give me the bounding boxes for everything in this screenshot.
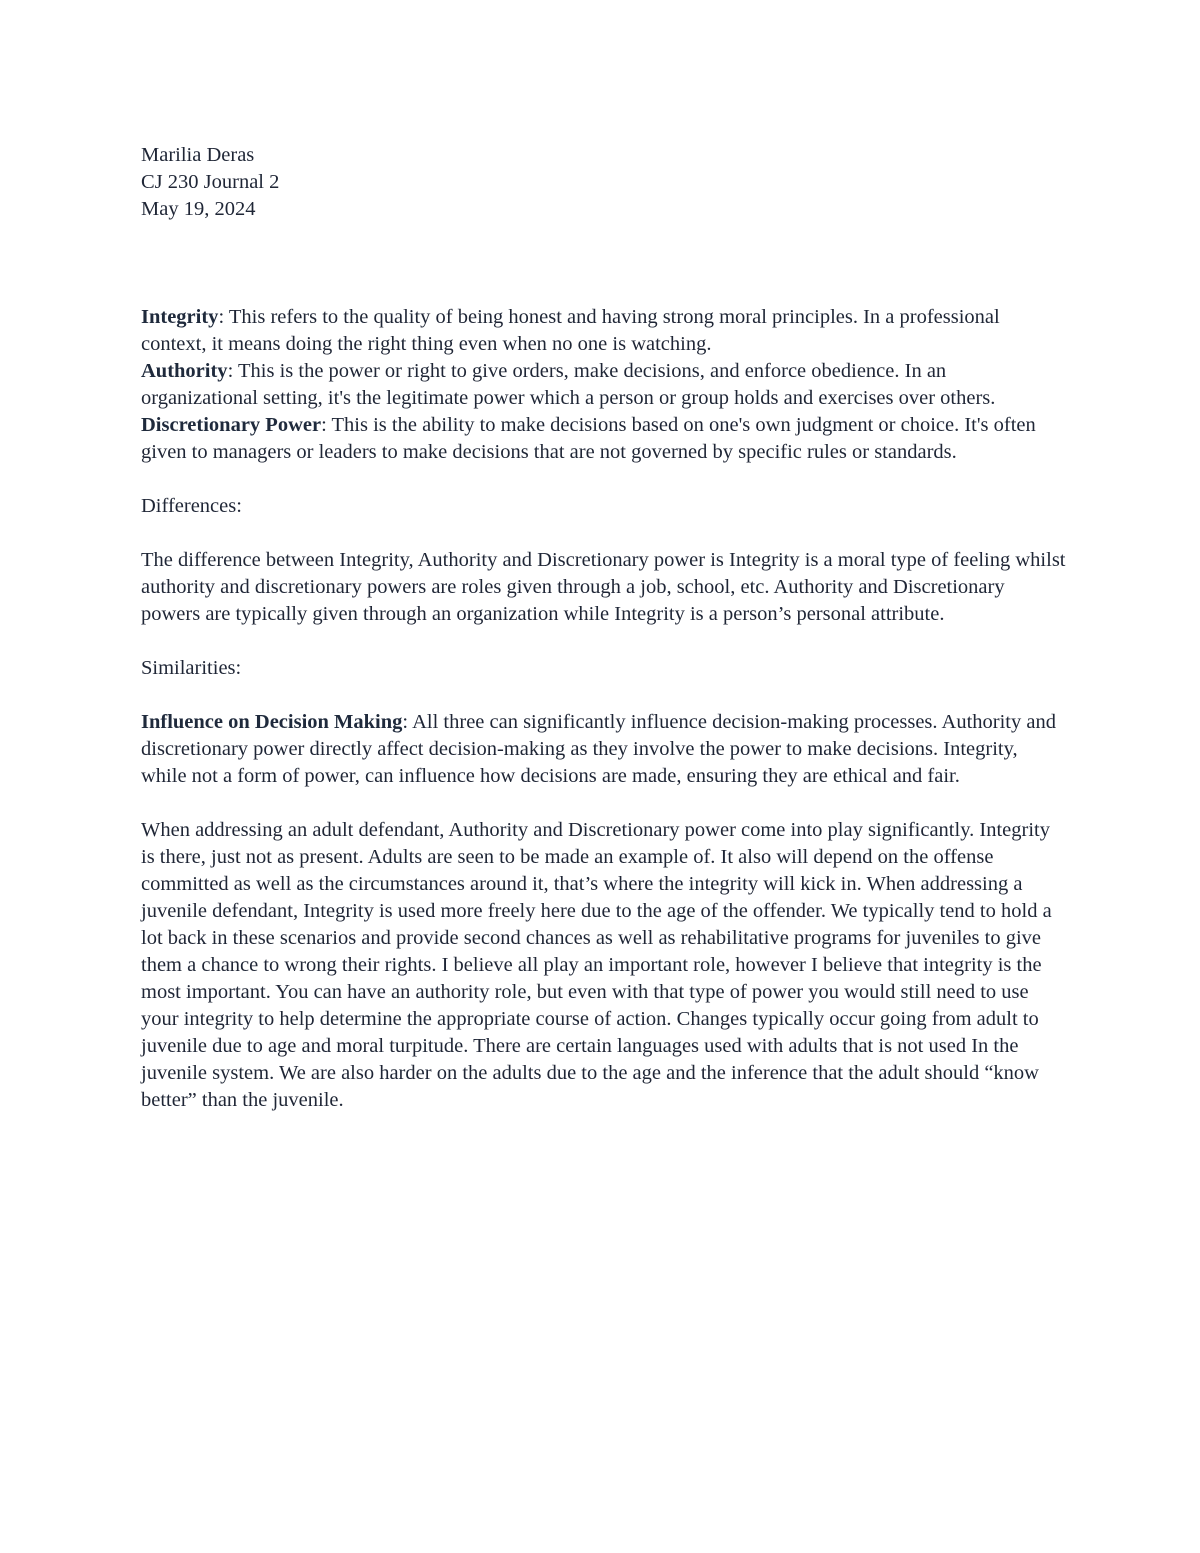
similarities-heading: Similarities: — [141, 657, 242, 679]
term-influence-on-decision-making: Influence on Decision Making — [141, 711, 403, 733]
definition-authority-text: : This is the power or right to give orders, make decisions, and enforce obedience. In an organizational setting, it's the legitimate power which a person or group holds and exercises over others. — [141, 360, 996, 409]
term-discretionary-power: Discretionary Power — [141, 414, 322, 436]
spacer — [141, 223, 1066, 304]
course-title: CJ 230 Journal 2 — [141, 171, 280, 193]
spacer — [141, 466, 1066, 493]
term-integrity: Integrity — [141, 306, 219, 328]
definition-discretionary-power-text: : This is the ability to make decisions based on one's own judgment or choice. It's often given to managers or leaders to make decisions that are not governed by specific rules or standards. — [141, 414, 1036, 463]
spacer — [141, 628, 1066, 655]
closing-paragraph: When addressing an adult defendant, Authority and Discretionary power come into play significantly. Integrity is there, just not as present. Adults are seen to be made an example of. It also will depend on the offense committed as well as the circumstances around it, that’s where the integrity will kick in. When addressing a juvenile defendant, Integrity is used more freely here due to the age of the offender. We typically tend to hold a lot back in these scenarios and provide second chances as well as rehabilitative programs for juveniles to give them a chance to wrong their rights. I believe all play an important role, however I believe that integrity is the most important. You can have an authority role, but even with that type of power you would still need to use your integrity to help determine the appropriate course of action. Changes typically occur going from adult to juvenile due to age and moral turpitude. There are certain languages used with adults that is not used In the juvenile system. We are also harder on the adults due to the age and the inference that the adult should “know better” than the juvenile. — [141, 819, 1052, 1111]
definition-authority — [141, 358, 1066, 412]
spacer — [141, 520, 1066, 547]
document-date: May 19, 2024 — [141, 198, 256, 220]
term-authority: Authority — [141, 360, 228, 382]
similarities-paragraph — [141, 709, 1066, 790]
document-page — [141, 142, 1066, 1114]
author-name: Marilia Deras — [141, 144, 255, 166]
definition-discretionary-power — [141, 412, 1066, 466]
differences-heading: Differences: — [141, 495, 242, 517]
similarities-paragraph-text: : All three can significantly influence decision-making processes. Authority and discretionary power directly affect decision-making as they involve the power to make decisions. Integrity, while not a form of power, can influence how decisions are made, ensuring they are ethical and fair. — [141, 711, 1056, 787]
definition-integrity — [141, 304, 1066, 358]
differences-paragraph: The difference between Integrity, Authority and Discretionary power is Integrity is a moral type of feeling whilst authority and discretionary powers are roles given through a job, school, etc. Authority and Discretionary powers are typically given through an organization while Integrity is a person’s personal attribute. — [141, 549, 1066, 625]
spacer — [141, 682, 1066, 709]
definition-integrity-text: : This refers to the quality of being honest and having strong moral principles. In a professional context, it means doing the right thing even when no one is watching. — [141, 306, 1000, 355]
spacer — [141, 790, 1066, 817]
